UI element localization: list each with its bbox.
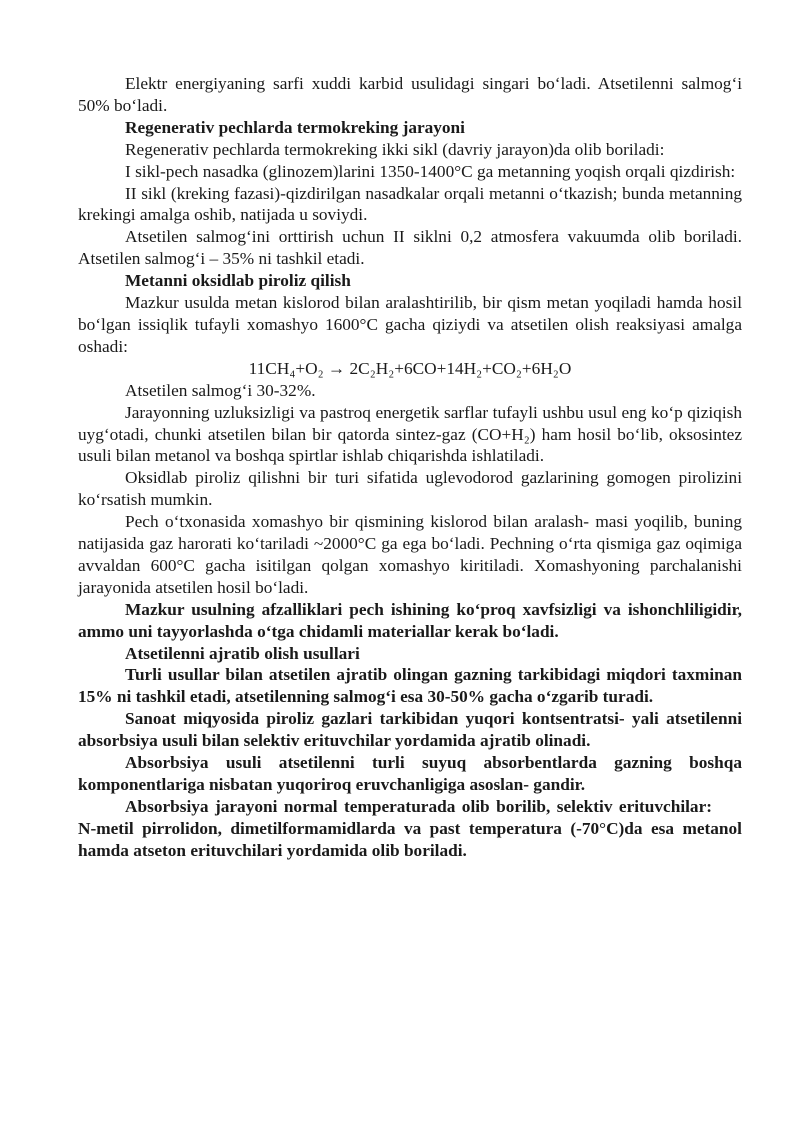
formula-arrow: → (327, 358, 346, 378)
paragraph-cycle-one: I sikl-pech nasadka (glinozem)larini 1350-1400°C ga metanning yoqish orqali qizdirish: (125, 161, 736, 181)
heading-oxidative-pyrolysis: Metanni oksidlab piroliz qilish (125, 271, 351, 291)
document-page (78, 73, 742, 862)
absorption-process-solvents: N-metil pirrolidon, dimetilformamidlarda va past temperatura (-70°C)da esa metanol hamda atseton erituvchilari yordamida olib boriladi. (78, 818, 742, 860)
paragraph-two-cycles: Regenerativ pechlarda termokreking ikki sikl (davriy jarayon)da olib boriladi: (125, 139, 665, 159)
paragraph-cycle-two: II sikl (kreking fazasi)-qizdirilgan nasadkalar orqali metanni o‘tkazish; bunda metanning krekingi amalga oshib, natijada u soviydi. (78, 183, 742, 225)
paragraph-electric-energy: Elektr energiyaning sarfi xuddi karbid usulidagi singari bo‘ladi. Atsetilenni salmog‘i 50% bo‘ladi. (78, 74, 742, 115)
paragraph-oxidative-method: Mazkur usulda metan kislorod bilan aralashtirilib, bir qism metan yoqiladi hamda hosil bo‘lgan issiqlik tufayli xomashyo 1600°C gacha qiziydi va atsetilen olish reaksiyasi amalga oshadi: (78, 293, 742, 356)
paragraph-homogeneous-pyrolysis: Oksidlab piroliz qilishni bir turi sifatida uglevodorod gazlarining gomogen pirolizini ko‘rsatish mumkin. (78, 468, 742, 510)
heading-regenerative-furnaces: Regenerativ pechlarda termokreking jarayoni (125, 117, 465, 137)
absorption-process-intro: Absorbsiya jarayoni normal temperaturada olib borilib, selektiv erituvchilar: (125, 796, 712, 816)
paragraph-yield: Atsetilen salmog‘i 30-32%. (125, 380, 316, 400)
paragraph-absorption-basis: Absorbsiya usuli atsetilenni turli suyuq absorbentlarda gazning boshqa komponentlariga nisbatan yuqoriroq eruvchanligiga asoslan- gandir. (78, 753, 742, 794)
heading-separation-methods: Atsetilenni ajratib olish usullari (125, 643, 360, 663)
paragraph-furnace-firebox: Pech o‘txonasida xomashyo bir qismining kislorod bilan aralash- masi yoqilib, buning natijasida gaz harorati ko‘tariladi ~2000°C ga ega bo‘ladi. Pechning o‘rta qismiga gaz oqimiga avvaldan 600°C gacha isitilgan qolgan xomashyo kiritiladi. Xomashyoning parchalanishi jarayonida atsetilen hosil bo‘ladi. (78, 512, 742, 597)
paragraph-gas-content: Turli usullar bilan atsetilen ajratib olingan gazning tarkibidagi miqdori taxminan 15% ni tashkil etadi, atsetilenning salmog‘i esa 30-50% gacha o‘zgarib turadi. (78, 665, 742, 707)
paragraph-absorption-process (78, 796, 742, 862)
paragraph-continuity: Jarayonning uzluksizligi va pastroq energetik sarflar tufayli ushbu usul eng ko‘p qiziqish uyg‘otadi, chunki atsetilen bilan bir qatorda sintez-gaz (CO+H₂) ham hosil bo‘lib, oksosintez usuli bilan metanol va boshqa spirtlar ishlab chiqarishda ishlatiladi. (78, 402, 742, 466)
formula-reactants: 11CH₄+O₂ (248, 358, 324, 378)
reaction-formula (78, 358, 742, 380)
formula-products: 2C₂H₂+6CO+14H₂+CO₂+6H₂O (349, 358, 572, 378)
paragraph-vacuum: Atsetilen salmog‘ini orttirish uchun II siklni 0,2 atmosfera vakuumda olib boriladi. Atsetilen salmog‘i – 35% ni tashkil etadi. (78, 227, 742, 269)
paragraph-industrial-scale: Sanoat miqyosida piroliz gazlari tarkibidan yuqori kontsentratsi- yali atsetilenni absorbsiya usuli bilan selektiv erituvchilar yordamida ajratib olinadi. (78, 709, 742, 751)
paragraph-advantages: Mazkur usulning afzalliklari pech ishining ko‘proq xavfsizligi va ishonchliligidir, ammo uni tayyorlashda o‘tga chidamli materiallar kerak bo‘ladi. (78, 599, 742, 641)
